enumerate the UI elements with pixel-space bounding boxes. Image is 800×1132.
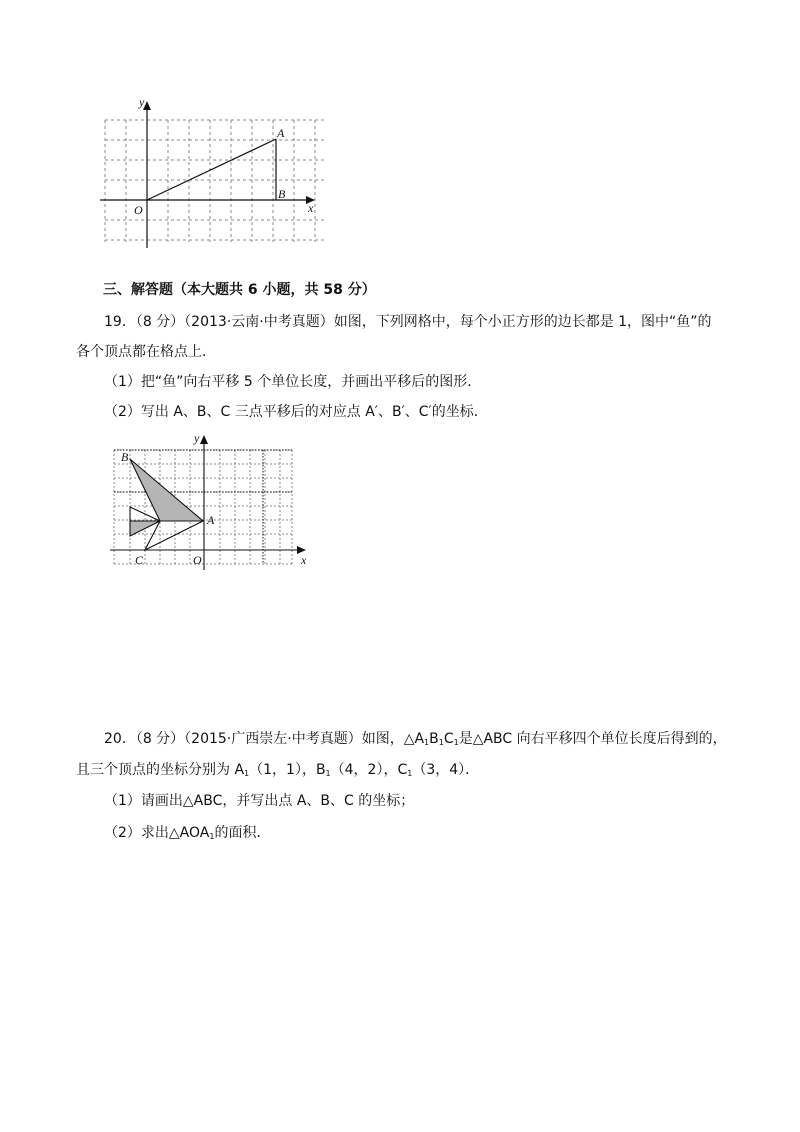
figure-2-fish-grid (100, 430, 320, 575)
fish-lower-fin (145, 521, 203, 550)
point-b-label: B (121, 450, 129, 464)
q20-line-1: 20．（8 分）（2015·广西崇左·中考真题）如图，$\triangle A_1B_1C_1$是△ABC 向右平移四个单位长度后得到的， (104, 731, 727, 747)
x-axis-label: x (308, 201, 314, 215)
q19-line-2: 各个顶点都在格点上． (76, 344, 216, 360)
q19-part-1: （1）把“鱼”向右平移 5 个单位长度，并画出平移后的图形． (104, 374, 482, 390)
x-axis-label: x (301, 553, 307, 567)
segment-oa (147, 139, 276, 200)
q19-line-1: 19．（8 分）（2013·云南·中考真题）如图，下列网格中，每个小正方形的边长都是 1，图中“鱼”的 (104, 314, 712, 330)
origin-label: O (193, 553, 202, 567)
origin-label: O (134, 203, 143, 217)
y-axis-label: y (139, 95, 145, 109)
point-a-label: A (277, 126, 285, 140)
section-title: 三、解答题（本大题共 6 小题，共 58 分） (103, 282, 376, 298)
figure-1-triangle-oab (95, 92, 335, 252)
point-c-label: C (135, 553, 144, 567)
y-axis-label: y (194, 431, 200, 445)
q20-part-1: （1）请画出△ABC，并写出点 A、B、C 的坐标； (104, 793, 415, 809)
q19-part-2: （2）写出 A、B、C 三点平移后的对应点 A′、B′、C′的坐标． (104, 404, 488, 420)
point-a-label: A (207, 513, 215, 527)
q20-part-2: （2）求出$\triangle AOA_1$的面积． (104, 825, 271, 841)
q20-line-2: 且三个顶点的坐标分别为 $A_1(1$，1），$B_1(4$，2），$C_1(3$，4）． (76, 762, 480, 778)
point-b-label: B (278, 187, 286, 201)
